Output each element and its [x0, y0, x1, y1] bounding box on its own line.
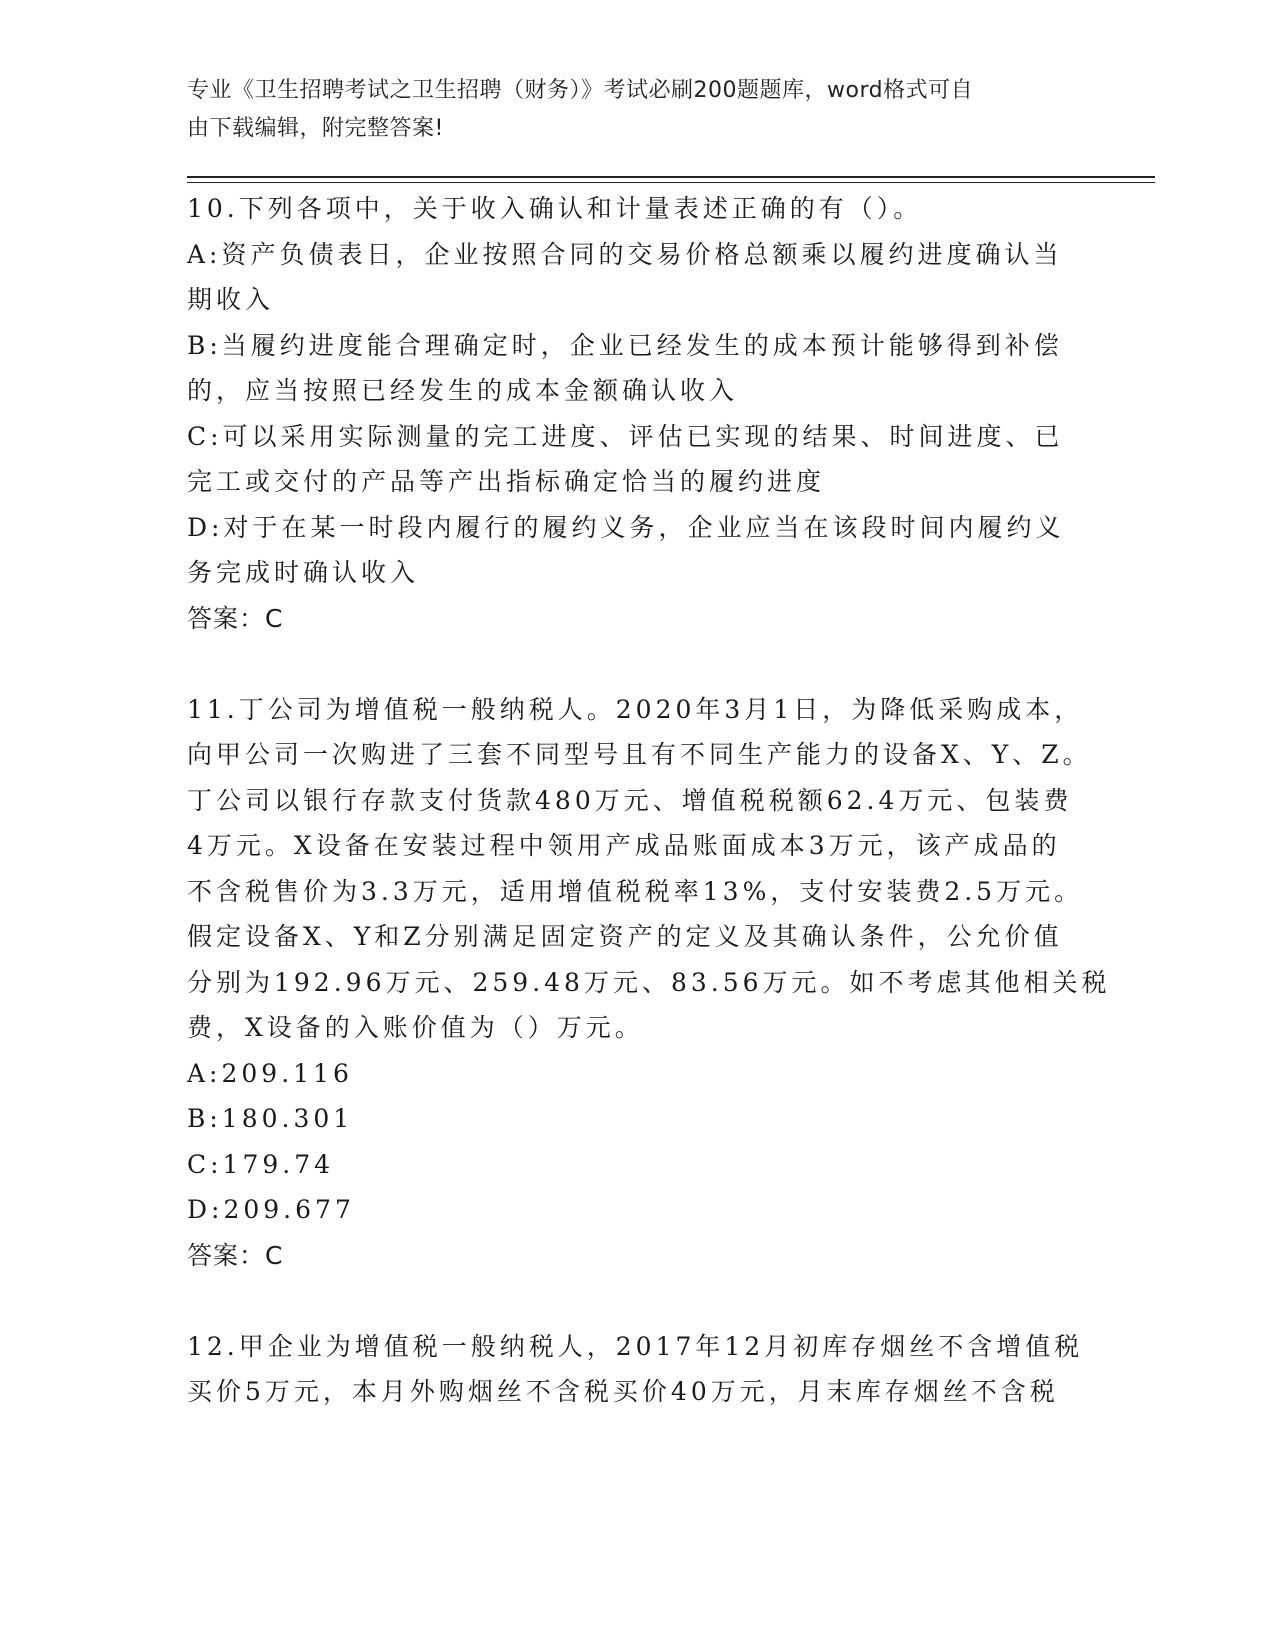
- question-stem-line-4: 4万元。X设备在安装过程中领用产成品账面成本3万元，该产成品的: [187, 831, 1061, 860]
- question-stem-line-8: 费，X设备的入账价值为（）万元。: [187, 1013, 644, 1042]
- header-divider-thick: [187, 176, 1155, 178]
- option-d-line-1: D:对于在某一时段内履行的履约义务，企业应当在该段时间内履约义: [187, 512, 1065, 542]
- option-a-line-1: A:资产负债表日，企业按照合同的交易价格总额乘以履约进度确认当: [187, 239, 1063, 269]
- option-a: A:209.116: [187, 1058, 353, 1088]
- question-stem-line-1: 11.丁公司为增值税一般纳税人。2020年3月1日，为降低采购成本，: [187, 694, 1084, 724]
- question-11: [187, 687, 1111, 1279]
- header-line-1: 专业《卫生招聘考试之卫生招聘（财务）》考试必刷200题题库，word格式可自: [187, 78, 974, 103]
- header-line-2: 由下载编辑，附完整答案!: [187, 116, 444, 141]
- document-body: [187, 186, 1111, 1415]
- option-a-line-2: 期收入: [187, 285, 275, 314]
- question-10: [187, 186, 1077, 641]
- question-stem-line-7: 分别为192.96万元、259.48万元、83.56万元。如不考虑其他相关税: [187, 967, 1111, 997]
- question-stem-line-3: 丁公司以银行存款支付货款480万元、增值税税额62.4万元、包装费: [187, 785, 1073, 815]
- option-c-line-2: 完工或交付的产品等产出指标确定恰当的履约进度: [187, 467, 826, 496]
- answer-label: 答案：C: [187, 1240, 284, 1270]
- question-stem: 10.下列各项中，关于收入确认和计量表述正确的有（）。: [187, 194, 923, 223]
- question-spacer: [187, 641, 1077, 687]
- option-d: D:209.677: [187, 1195, 355, 1224]
- question-12: [187, 1324, 1084, 1415]
- question-stem-line-1: 12.甲企业为增值税一般纳税人，2017年12月初库存烟丝不含增值税: [187, 1331, 1084, 1361]
- option-b-line-2: 的，应当按照已经发生的成本金额确认收入: [187, 376, 739, 405]
- answer-label: 答案：C: [187, 603, 284, 633]
- option-b: B:180.301: [187, 1104, 354, 1133]
- option-b-line-1: B:当履约进度能合理确定时，企业已经发生的成本预计能够得到补偿: [187, 330, 1063, 360]
- question-stem-line-2: 向甲公司一次购进了三套不同型号且有不同生产能力的设备X、Y、Z。: [187, 740, 1092, 769]
- question-stem-line-2: 买价5万元，本月外购烟丝不含税买价40万元，月末库存烟丝不含税: [187, 1377, 1059, 1406]
- document-header: [187, 72, 1067, 148]
- option-c: C:179.74: [187, 1149, 335, 1179]
- question-stem-line-6: 假定设备X、Y和Z分别满足固定资产的定义及其确认条件，公允价值: [187, 922, 1063, 951]
- option-c-line-1: C:可以采用实际测量的完工进度、评估已实现的结果、时间进度、已: [187, 421, 1064, 451]
- option-d-line-2: 务完成时确认收入: [187, 558, 420, 587]
- question-spacer: [187, 1278, 1077, 1324]
- question-stem-line-5: 不含税售价为3.3万元，适用增值税税率13%，支付安装费2.5万元。: [187, 876, 1084, 906]
- header-divider-thin: [187, 182, 1155, 183]
